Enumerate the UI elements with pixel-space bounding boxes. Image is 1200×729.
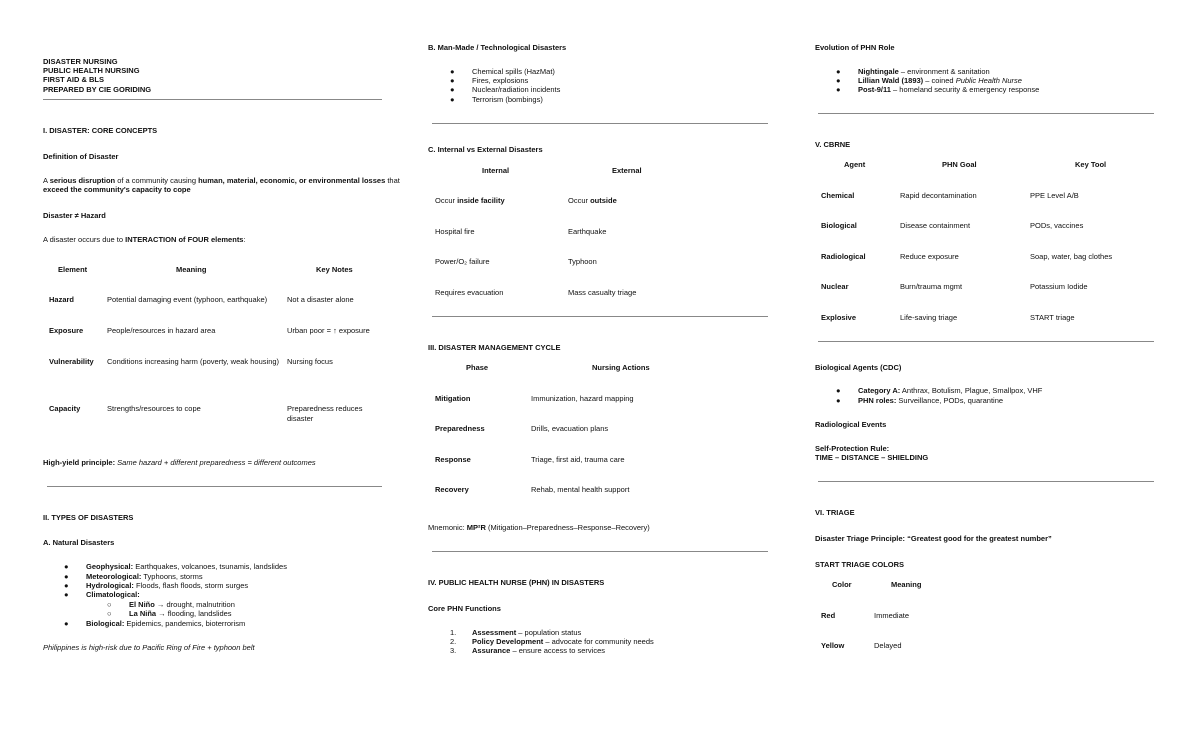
table-header-color: Color [832,580,852,589]
list-item: ● Meteorological: Typhoons, storms [64,572,203,581]
list-item: ● Nuclear/radiation incidents [450,85,561,94]
table-cell-goal: Disease containment [900,221,971,230]
header-line-4: PREPARED BY CIE GORIDING [43,85,152,94]
table-cell-goal: Life-saving triage [900,313,958,322]
table-cell-agent: Radiological [821,252,866,261]
table-cell-tool: PPE Level A/B [1030,191,1079,200]
list-item: ● Nightingale – environment & sanitation [836,67,990,76]
header-line-1: DISASTER NURSING [43,57,118,66]
table-header-key-notes: Key Notes [316,265,353,274]
table-cell-phase: Mitigation [435,394,471,403]
table-cell-tool: PODs, vaccines [1030,221,1084,230]
table-cell-internal: Requires evacuation [435,288,504,297]
header-line-2: PUBLIC HEALTH NURSING [43,66,140,75]
list-item: ● Biological: Epidemics, pandemics, bioterrorism [64,619,246,628]
table-header-phn-goal: PHN Goal [942,160,977,169]
table-cell-goal: Burn/trauma mgmt [900,282,963,291]
definition-text-line-2: exceed the community's capacity to cope [43,185,191,194]
internal-external-title: C. Internal vs External Disasters [428,145,543,154]
divider [818,481,1154,482]
header-line-3: FIRST AID & BLS [43,75,104,84]
table-cell-action: Drills, evacuation plans [531,424,609,433]
divider [432,316,768,317]
list-item: ● Post-9/11 – homeland security & emergency response [836,85,1040,94]
divider [47,486,382,487]
definition-title: Definition of Disaster [43,152,119,161]
table-cell-meaning: People/resources in hazard area [107,326,216,335]
divider [818,113,1154,114]
table-header-meaning: Meaning [891,580,922,589]
table-cell-internal: Hospital fire [435,227,475,236]
core-functions-title: Core PHN Functions [428,604,501,613]
table-cell-external: Occur outside [568,196,617,205]
radiological-events-title: Radiological Events [815,420,887,429]
section-2-title: II. TYPES OF DISASTERS [43,513,134,522]
list-item: ● Fires, explosions [450,76,529,85]
list-item: ● Hydrological: Floods, flash floods, storm surges [64,581,249,590]
section-5-title: V. CBRNE [815,140,851,149]
table-cell-action: Rehab, mental health support [531,485,630,494]
sub-list-item: ○ El Niño → drought, malnutrition [107,600,235,609]
sub-list-item: ○ La Niña → flooding, landslides [107,609,232,618]
table-cell-internal: Power/O₂ failure [435,257,490,266]
triage-principle: Disaster Triage Principle: “Greatest good for the greatest number” [815,534,1052,543]
section-1-title: I. DISASTER: CORE CONCEPTS [43,126,158,135]
table-cell-meaning: Conditions increasing harm (poverty, weak housing) [107,357,280,366]
section-4-title: IV. PUBLIC HEALTH NURSE (PHN) IN DISASTERS [428,578,605,587]
table-cell-agent: Chemical [821,191,855,200]
disaster-hazard-heading: Disaster ≠ Hazard [43,211,106,220]
table-cell-goal: Reduce exposure [900,252,959,261]
definition-text-line-1: A serious disruption of a community causing human, material, economic, or environmental losses that [43,176,400,185]
list-item: ● Terrorism (bombings) [450,95,543,104]
table-cell-goal: Rapid decontamination [900,191,977,200]
list-item: ● Climatological: [64,590,140,599]
table-cell-notes: Urban poor = ↑ exposure [287,326,370,335]
mnemonic: Mnemonic: MP²R (Mitigation–Preparedness–Response–Recovery) [428,523,650,532]
table-cell-element: Vulnerability [49,357,94,366]
table-cell-phase: Preparedness [435,424,485,433]
table-header-key-tool: Key Tool [1075,160,1107,169]
table-cell-element: Exposure [49,326,84,335]
table-cell-agent: Explosive [821,313,857,322]
table-cell-notes: Preparedness reduces disaster [287,404,363,423]
table-cell-tool: Potassium Iodide [1030,282,1088,291]
table-cell-agent: Biological [821,221,857,230]
table-cell-element: Capacity [49,404,81,413]
numbered-item: 1. Assessment – population status [450,628,582,637]
table-cell-action: Triage, first aid, trauma care [531,455,625,464]
evolution-title: Evolution of PHN Role [815,43,895,52]
table-cell-external: Typhoon [568,257,597,266]
table-header-agent: Agent [844,160,866,169]
section-3-title: III. DISASTER MANAGEMENT CYCLE [428,343,561,352]
high-yield-principle: High-yield principle: Same hazard + different preparedness = different outcomes [43,458,316,467]
numbered-item: 3. Assurance – ensure access to services [450,646,605,655]
table-cell-tool: Soap, water, bag clothes [1030,252,1113,261]
divider [432,551,768,552]
table-cell-element: Hazard [49,295,75,304]
table-header-external: External [612,166,642,175]
self-protection-rule: Self-Protection Rule: [815,444,890,453]
table-cell-internal: Occur inside facility [435,196,505,205]
list-item: ● Category A: Anthrax, Botulism, Plague, Smallpox, VHF [836,386,1043,395]
table-cell-notes: Not a disaster alone [287,295,354,304]
table-header-meaning: Meaning [176,265,207,274]
list-item: ● Lillian Wald (1893) – coined Public Health Nurse [836,76,1022,85]
start-triage-colors-title: START TRIAGE COLORS [815,560,905,569]
divider [43,99,382,100]
interaction-text: A disaster occurs due to INTERACTION of FOUR elements: [43,235,246,244]
numbered-item: 2. Policy Development – advocate for community needs [450,637,654,646]
natural-disasters-title: A. Natural Disasters [43,538,115,547]
table-cell-meaning: Potential damaging event (typhoon, earthquake) [107,295,268,304]
divider [432,123,768,124]
table-cell-meaning: Delayed [874,641,902,650]
list-item: ● Chemical spills (HazMat) [450,67,555,76]
table-cell-meaning: Strengths/resources to cope [107,404,201,413]
table-cell-phase: Response [435,455,471,464]
list-item: ● Geophysical: Earthquakes, volcanoes, tsunamis, landslides [64,562,287,571]
table-cell-color: Yellow [821,641,845,650]
table-cell-action: Immunization, hazard mapping [531,394,634,403]
list-item: ● PHN roles: Surveillance, PODs, quarantine [836,396,1004,405]
table-header-element: Element [58,265,88,274]
biological-agents-title: Biological Agents (CDC) [815,363,902,372]
table-cell-agent: Nuclear [821,282,849,291]
table-cell-tool: START triage [1030,313,1075,322]
table-cell-external: Mass casualty triage [568,288,637,297]
table-cell-color: Red [821,611,836,620]
divider [818,341,1154,342]
section-6-title: VI. TRIAGE [815,508,855,517]
table-cell-phase: Recovery [435,485,469,494]
table-header-phase: Phase [466,363,489,372]
table-cell-meaning: Immediate [874,611,910,620]
philippines-note: Philippines is high-risk due to Pacific Ring of Fire + typhoon belt [43,643,255,652]
table-cell-notes: Nursing focus [287,357,333,366]
table-header-internal: Internal [482,166,510,175]
time-distance-shielding: TIME – DISTANCE – SHIELDING [815,453,929,462]
man-made-title: B. Man-Made / Technological Disasters [428,43,567,52]
table-header-nursing-actions: Nursing Actions [592,363,650,372]
table-cell-external: Earthquake [568,227,607,236]
